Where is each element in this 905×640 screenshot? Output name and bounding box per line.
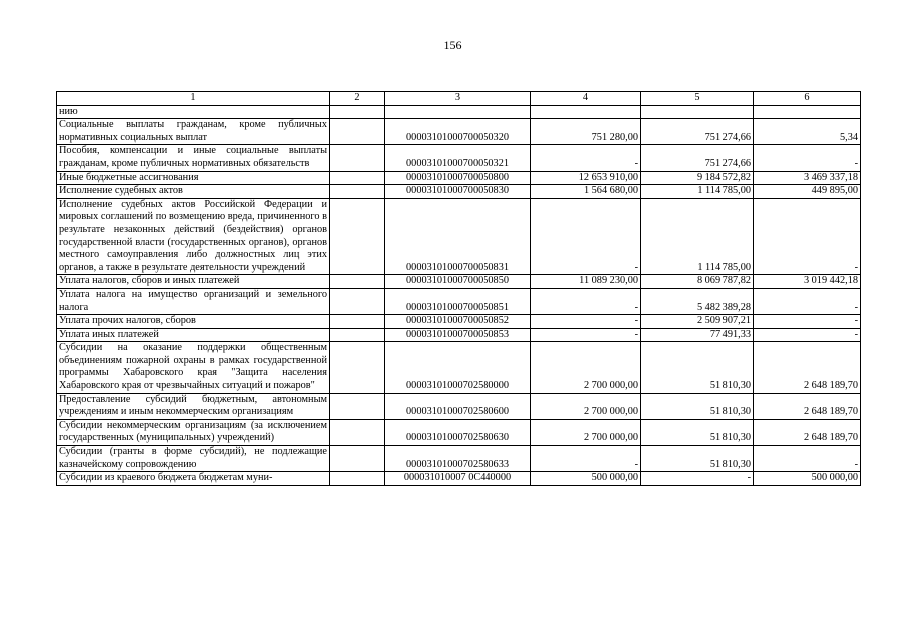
row-value4-cell: 2 700 000,00 bbox=[531, 342, 641, 393]
header-cell: 5 bbox=[641, 92, 754, 106]
row-value6-cell: - bbox=[754, 315, 861, 329]
row-code-cell: 00003101000702580000 bbox=[385, 342, 531, 393]
row-value5-cell: 8 069 787,82 bbox=[641, 275, 754, 289]
row-col2-cell bbox=[330, 328, 385, 342]
row-name-cell: Уплата налога на имущество организаций и земельного налога bbox=[57, 288, 330, 314]
row-value5-cell: 751 274,66 bbox=[641, 119, 754, 145]
row-name-cell: Уплата иных платежей bbox=[57, 328, 330, 342]
budget-table bbox=[56, 91, 861, 486]
row-code-cell: 00003101000700050853 bbox=[385, 328, 531, 342]
row-value5-cell: 51 810,30 bbox=[641, 393, 754, 419]
row-code-cell: 00003101000700050830 bbox=[385, 185, 531, 199]
row-name-cell: Субсидии (гранты в форме субсидий), не подлежащие казначейскому сопровождению bbox=[57, 446, 330, 472]
table-row bbox=[57, 393, 861, 419]
row-value4-cell bbox=[531, 105, 641, 119]
row-value6-cell: 5,34 bbox=[754, 119, 861, 145]
row-col2-cell bbox=[330, 171, 385, 185]
row-value5-cell: 51 810,30 bbox=[641, 342, 754, 393]
row-name-cell: Социальные выплаты гражданам, кроме публичных нормативных социальных выплат bbox=[57, 119, 330, 145]
table-row bbox=[57, 288, 861, 314]
row-value6-cell: 3 469 337,18 bbox=[754, 171, 861, 185]
row-value5-cell: 9 184 572,82 bbox=[641, 171, 754, 185]
row-value4-cell: 751 280,00 bbox=[531, 119, 641, 145]
row-name-cell: Субсидии некоммерческим организациям (за исключением государственных (муниципальных) учреждений) bbox=[57, 419, 330, 445]
row-code-cell: 00003101000700050850 bbox=[385, 275, 531, 289]
row-col2-cell bbox=[330, 198, 385, 275]
row-col2-cell bbox=[330, 145, 385, 171]
header-cell: 4 bbox=[531, 92, 641, 106]
row-value4-cell: - bbox=[531, 315, 641, 329]
row-code-cell: 00003101000702580600 bbox=[385, 393, 531, 419]
row-name-cell: Иные бюджетные ассигнования bbox=[57, 171, 330, 185]
page-number: 156 bbox=[443, 38, 462, 52]
row-col2-cell bbox=[330, 119, 385, 145]
table-row bbox=[57, 198, 861, 275]
row-col2-cell bbox=[330, 472, 385, 486]
row-value4-cell: - bbox=[531, 198, 641, 275]
row-value5-cell: 2 509 907,21 bbox=[641, 315, 754, 329]
row-col2-cell bbox=[330, 185, 385, 199]
row-value6-cell: 3 019 442,18 bbox=[754, 275, 861, 289]
header-cell: 2 bbox=[330, 92, 385, 106]
row-value6-cell: - bbox=[754, 145, 861, 171]
row-code-cell: 00003101000700050852 bbox=[385, 315, 531, 329]
row-col2-cell bbox=[330, 342, 385, 393]
row-value6-cell: 449 895,00 bbox=[754, 185, 861, 199]
table-row bbox=[57, 171, 861, 185]
row-code-cell: 00003101000700050320 bbox=[385, 119, 531, 145]
table-row bbox=[57, 328, 861, 342]
row-value6-cell: 2 648 189,70 bbox=[754, 393, 861, 419]
row-value4-cell: 2 700 000,00 bbox=[531, 419, 641, 445]
row-value4-cell: - bbox=[531, 288, 641, 314]
row-value6-cell: 2 648 189,70 bbox=[754, 419, 861, 445]
table-row bbox=[57, 105, 861, 119]
row-col2-cell bbox=[330, 315, 385, 329]
row-code-cell: 00003101000700050851 bbox=[385, 288, 531, 314]
table-row bbox=[57, 315, 861, 329]
row-name-cell: Уплата прочих налогов, сборов bbox=[57, 315, 330, 329]
table-row bbox=[57, 419, 861, 445]
table-row bbox=[57, 275, 861, 289]
row-value4-cell: 2 700 000,00 bbox=[531, 393, 641, 419]
table-row bbox=[57, 145, 861, 171]
row-value5-cell: 751 274,66 bbox=[641, 145, 754, 171]
row-code-cell: 000031010007 0C440000 bbox=[385, 472, 531, 486]
row-name-cell: Субсидии на оказание поддержки общественным объединениям пожарной охраны в рамках государственной программы Хабаровского края "Защита населения Хабаровского края от чрезвычайных ситуаций и пожаров" bbox=[57, 342, 330, 393]
row-col2-cell bbox=[330, 393, 385, 419]
header-row bbox=[57, 92, 861, 106]
row-value5-cell bbox=[641, 105, 754, 119]
row-code-cell bbox=[385, 105, 531, 119]
row-value5-cell: 77 491,33 bbox=[641, 328, 754, 342]
row-col2-cell bbox=[330, 419, 385, 445]
row-code-cell: 00003101000702580633 bbox=[385, 446, 531, 472]
row-code-cell: 00003101000700050321 bbox=[385, 145, 531, 171]
row-value5-cell: 51 810,30 bbox=[641, 419, 754, 445]
row-value5-cell: - bbox=[641, 472, 754, 486]
row-name-cell: Исполнение судебных актов bbox=[57, 185, 330, 199]
header-cell: 3 bbox=[385, 92, 531, 106]
table-row bbox=[57, 446, 861, 472]
header-cell: 1 bbox=[57, 92, 330, 106]
row-value5-cell: 1 114 785,00 bbox=[641, 198, 754, 275]
row-value6-cell bbox=[754, 105, 861, 119]
table-row bbox=[57, 119, 861, 145]
row-value4-cell: 1 564 680,00 bbox=[531, 185, 641, 199]
row-value5-cell: 51 810,30 bbox=[641, 446, 754, 472]
row-value4-cell: 500 000,00 bbox=[531, 472, 641, 486]
table-row bbox=[57, 185, 861, 199]
row-name-cell: Предоставление субсидий бюджетным, автономным учреждениям и иным некоммерческим организациям bbox=[57, 393, 330, 419]
row-code-cell: 00003101000700050800 bbox=[385, 171, 531, 185]
row-name-cell: Уплата налогов, сборов и иных платежей bbox=[57, 275, 330, 289]
row-col2-cell bbox=[330, 446, 385, 472]
row-value6-cell: 2 648 189,70 bbox=[754, 342, 861, 393]
row-code-cell: 00003101000702580630 bbox=[385, 419, 531, 445]
row-value4-cell: - bbox=[531, 328, 641, 342]
row-value6-cell: - bbox=[754, 198, 861, 275]
row-value6-cell: - bbox=[754, 288, 861, 314]
row-value4-cell: - bbox=[531, 446, 641, 472]
row-value5-cell: 5 482 389,28 bbox=[641, 288, 754, 314]
row-value6-cell: 500 000,00 bbox=[754, 472, 861, 486]
row-code-cell: 00003101000700050831 bbox=[385, 198, 531, 275]
row-col2-cell bbox=[330, 288, 385, 314]
row-value6-cell: - bbox=[754, 446, 861, 472]
row-value5-cell: 1 114 785,00 bbox=[641, 185, 754, 199]
row-col2-cell bbox=[330, 105, 385, 119]
row-value4-cell: 12 653 910,00 bbox=[531, 171, 641, 185]
table-row bbox=[57, 472, 861, 486]
row-name-cell: нию bbox=[57, 105, 330, 119]
header-cell: 6 bbox=[754, 92, 861, 106]
row-value4-cell: 11 089 230,00 bbox=[531, 275, 641, 289]
row-name-cell: Исполнение судебных актов Российской Федерации и мировых соглашений по возмещению вреда, причиненного в результате незаконных действий (бездействия) органов государственной власти (государственных органов), органов местного самоуправления либо должностных лиц этих органов, а также в результате деятельности учреждений bbox=[57, 198, 330, 275]
row-name-cell: Субсидии из краевого бюджета бюджетам муни- bbox=[57, 472, 330, 486]
row-col2-cell bbox=[330, 275, 385, 289]
row-name-cell: Пособия, компенсации и иные социальные выплаты гражданам, кроме публичных нормативных обязательств bbox=[57, 145, 330, 171]
table-row bbox=[57, 342, 861, 393]
row-value6-cell: - bbox=[754, 328, 861, 342]
row-value4-cell: - bbox=[531, 145, 641, 171]
